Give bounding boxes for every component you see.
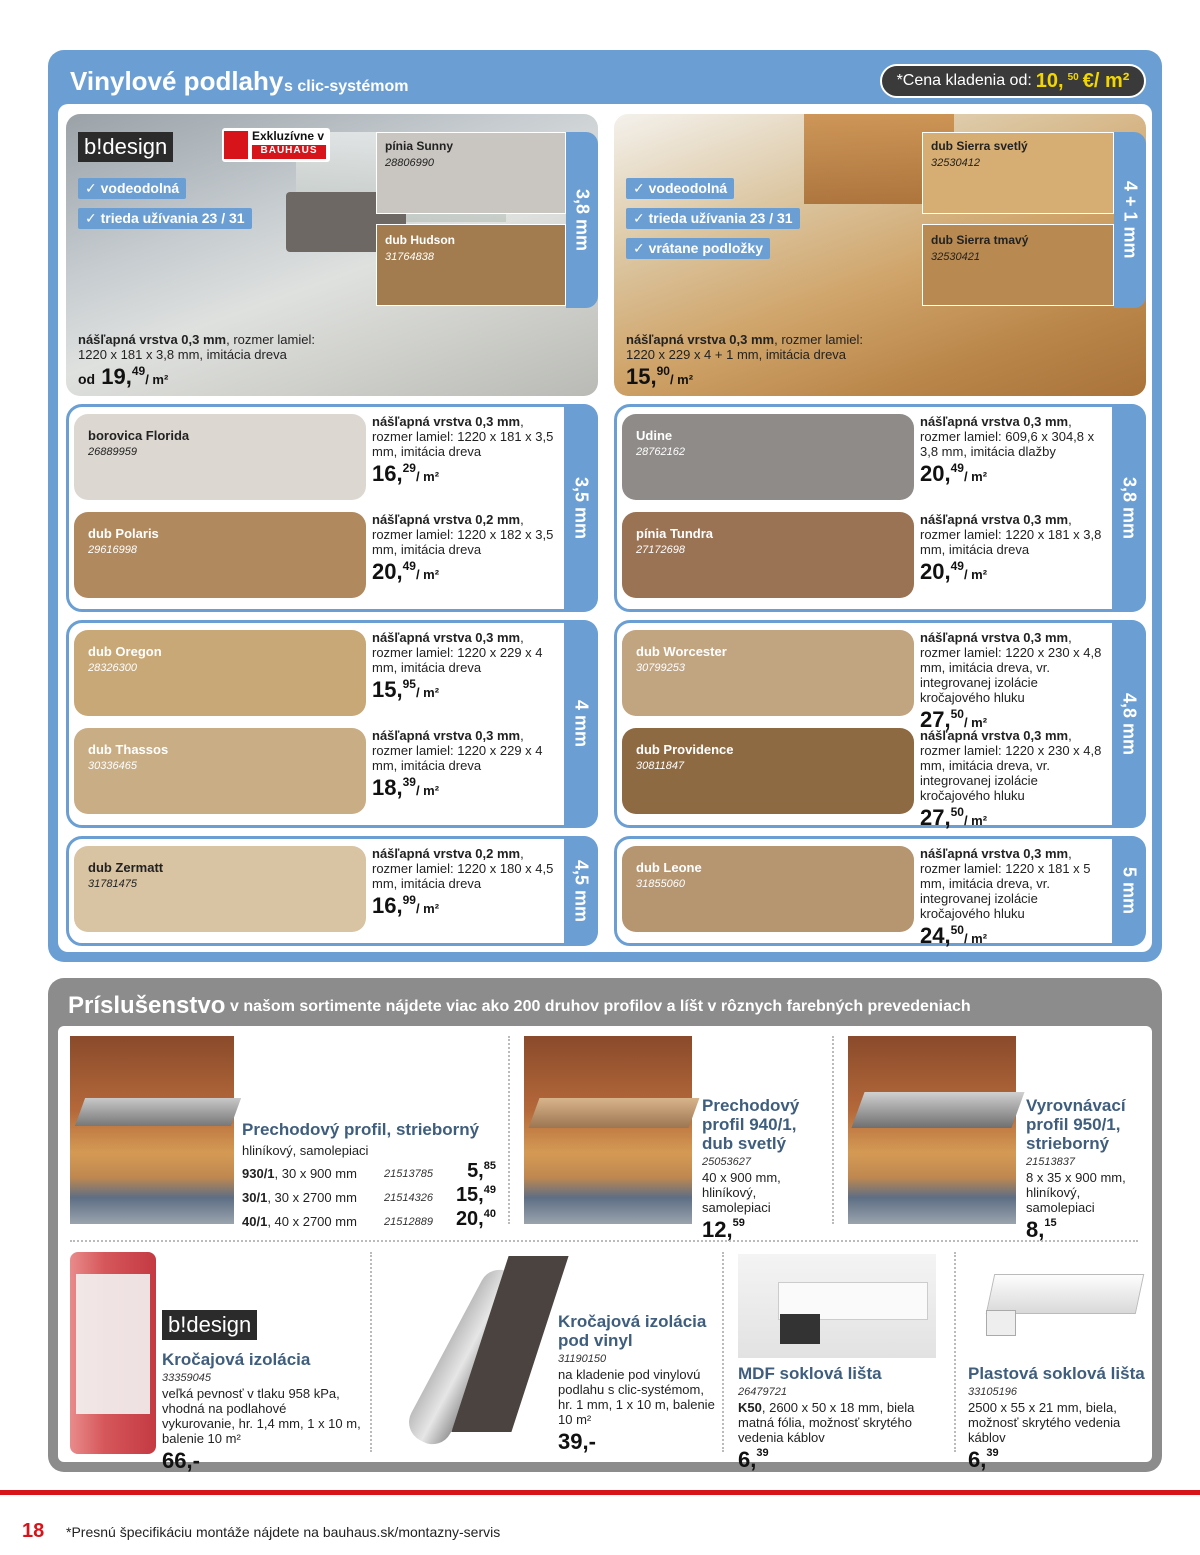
product-spec: [372, 630, 562, 675]
skirting-mdf-info: [738, 1364, 948, 1473]
price-dec: 15: [1044, 1217, 1057, 1229]
skirting-mdf-image: [738, 1254, 936, 1358]
product-price: [372, 461, 562, 487]
price-dec: 50: [950, 707, 964, 721]
check-underlay: ✓ vrátane podložky: [626, 238, 770, 259]
swatch-name: dub Polaris: [88, 526, 159, 541]
bauhaus-house-icon: [224, 131, 248, 159]
size-text: , 30 x 900 mm: [274, 1166, 357, 1181]
product-price: [920, 923, 1110, 949]
skirting-plastic-image: [968, 1260, 1144, 1350]
product-price: 39,-: [558, 1429, 596, 1454]
packaging-label: [76, 1274, 150, 1414]
spec-bold: nášľapná vrstva 0,3 mm: [920, 846, 1069, 861]
spec-bold: nášľapná vrstva 0,2 mm: [372, 846, 521, 861]
price-dec: 85: [483, 1160, 496, 1172]
footer-note: *Presnú špecifikáciu montáže nájdete na bauhaus.sk/montazny-servis: [66, 1524, 501, 1540]
page-number: 18: [22, 1520, 45, 1542]
price-int: 27,: [920, 805, 951, 830]
swatch-code: 29616998: [88, 544, 137, 556]
divider: [954, 1252, 956, 1452]
spec-bold: nášľapná vrstva 0,2 mm: [372, 512, 521, 527]
row-size: [242, 1166, 392, 1181]
spec-bold: nášľapná vrstva 0,3 mm: [372, 728, 521, 743]
swatch-name: pínia Sunny: [385, 139, 454, 153]
swatch-name: dub Leone: [636, 860, 702, 875]
underlay-roll-image: [70, 1252, 156, 1454]
price-int: 20,: [372, 559, 403, 584]
spec-bold: nášľapná vrstva 0,3 mm: [920, 630, 1069, 645]
swatch-code: 32530412: [931, 157, 980, 169]
price-dec: 40: [483, 1208, 496, 1220]
price-int: 5,: [467, 1160, 484, 1182]
product-name: Prechodový profil 940/1, dub svetlý: [702, 1096, 800, 1153]
spec-bold: nášľapná vrstva 0,3 mm: [78, 332, 227, 347]
product-price: 66,-: [162, 1448, 200, 1473]
profile-level-info: [1026, 1096, 1150, 1243]
check-waterproof: ✓ vodeodolná: [626, 178, 734, 199]
exclusive-text: Exkluzívne v: [252, 129, 325, 143]
swatch-code: 31781475: [88, 878, 137, 890]
spec-text: , rozmer lamiel: 1220 x 229 x 4 mm, imitácia dreva: [372, 630, 543, 675]
product-name: Plastová soklová lišta: [968, 1364, 1145, 1383]
product-info: [372, 728, 562, 801]
price-unit: / m²: [669, 372, 694, 387]
price-dec: 49: [402, 559, 416, 573]
thickness-band: 4,8 mm: [1112, 620, 1146, 828]
product-spec: [920, 414, 1110, 459]
product-info: [920, 414, 1110, 487]
size-text: , 40 x 2700 mm: [267, 1214, 357, 1229]
price-int: 15,: [626, 364, 657, 389]
thickness-band: 4 + 1 mm: [1114, 132, 1146, 308]
profile-oak-info: [702, 1096, 826, 1243]
product-info: [372, 414, 562, 487]
price-int: 20,: [920, 559, 951, 584]
product-spec: [372, 414, 562, 459]
product-info: [920, 728, 1110, 831]
laying-price-badge: [880, 64, 1146, 98]
underlay-bdesign-info: [162, 1350, 362, 1474]
product-info: [920, 630, 1110, 733]
accessories-subtitle: v našom sortimente nájdete viac ako 200 druhov profilov a líšt v rôznych farebných prevedeniach: [230, 998, 971, 1015]
spec-text: , rozmer lamiel: 609,6 x 304,8 x 3,8 mm, imitácia dlažby: [920, 414, 1095, 459]
product-code: 25053627: [702, 1156, 751, 1168]
clip-shape: [780, 1314, 820, 1344]
spec-bold: nášľapná vrstva 0,3 mm: [372, 630, 521, 645]
vinyl-title: Vinylové podlahy: [70, 66, 284, 96]
price-int: 12,: [702, 1217, 733, 1242]
product-price: [920, 805, 1110, 831]
profile-silver-info: [242, 1120, 498, 1158]
spec-bold: nášľapná vrstva 0,3 mm: [372, 414, 521, 429]
price-dec: 90: [656, 364, 670, 378]
price-unit: / m²: [963, 931, 988, 946]
profile-shape: [75, 1098, 241, 1126]
price-unit: / m²: [145, 372, 169, 387]
laying-price-dec: 50: [1067, 72, 1079, 83]
product-spec: [372, 728, 562, 773]
price-dec: 50: [950, 805, 964, 819]
price-dec: 49: [483, 1184, 496, 1196]
laying-price-unit: €/ m²: [1082, 69, 1130, 92]
divider: [722, 1252, 724, 1452]
left-hero-spec: [78, 332, 378, 390]
product-price: [372, 559, 562, 585]
size-bold: 40/1: [242, 1214, 268, 1229]
skirting-shape: [986, 1274, 1145, 1314]
check-use-class: ✓ trieda užívania 23 / 31: [78, 208, 252, 229]
laying-price-label: *Cena kladenia od:: [896, 72, 1032, 89]
swatch-code: 30799253: [636, 662, 685, 674]
spec-rest: , rozmer lamiel:: [774, 332, 863, 347]
product-code: 33105196: [968, 1386, 1017, 1398]
price-int: 18,: [372, 775, 403, 800]
divider: [70, 1240, 1138, 1242]
product-price: [372, 893, 562, 919]
spec-text: , rozmer lamiel: 1220 x 180 x 4,5 mm, imitácia dreva: [372, 846, 554, 891]
spec-text: , rozmer lamiel: 1220 x 181 x 3,5 mm, imitácia dreva: [372, 414, 554, 459]
product-desc: 40 x 900 mm, hliníkový, samolepiaci: [702, 1170, 781, 1215]
bauhaus-exclusive-badge: [222, 128, 330, 162]
swatch-name: dub Sierra svetlý: [931, 139, 1028, 153]
product-name: MDF soklová lišta: [738, 1364, 882, 1383]
swatch-name: dub Zermatt: [88, 860, 164, 875]
product-info: [920, 512, 1110, 585]
price-dec: 49: [950, 461, 964, 475]
product-spec: [920, 728, 1110, 803]
profile-silver-image: [70, 1036, 234, 1224]
row-price: [440, 1160, 496, 1183]
spec-rest: , rozmer lamiel:: [226, 332, 315, 347]
spec-text: , rozmer lamiel: 1220 x 182 x 3,5 mm, imitácia dreva: [372, 512, 554, 557]
price-dec: 95: [402, 677, 416, 691]
vinyl-subtitle: s clic-systémom: [284, 78, 409, 95]
price-unit: / m²: [963, 469, 988, 484]
price-int: 20,: [455, 1208, 484, 1230]
price-dec: 49: [131, 364, 146, 378]
price-dec: 99: [402, 893, 416, 907]
swatch-code: 30811847: [636, 760, 685, 772]
price-unit: / m²: [415, 567, 440, 582]
swatch-name: dub Oregon: [88, 644, 162, 659]
price-int: 16,: [372, 461, 403, 486]
product-desc: hliníkový, samolepiaci: [242, 1143, 369, 1158]
price-dec: 59: [732, 1217, 745, 1229]
thickness-band: 3,5 mm: [564, 404, 598, 612]
price-prefix: od: [78, 371, 96, 387]
footer-rule: [0, 1490, 1200, 1495]
row-code: 21513785: [384, 1168, 433, 1180]
price-unit: / m²: [415, 685, 440, 700]
right-hero-spec: [626, 332, 946, 390]
underlay-vinyl-info: [558, 1312, 718, 1455]
swatch-code: 28762162: [636, 446, 685, 458]
price-int: 20,: [920, 461, 951, 486]
swatch-pinia-sunny: [376, 132, 566, 214]
divider: [370, 1252, 372, 1452]
swatch-code: 32530421: [931, 251, 980, 263]
product-info: [372, 512, 562, 585]
divider: [508, 1036, 510, 1224]
price-int: 6,: [968, 1447, 987, 1472]
product-code: 31190150: [558, 1353, 607, 1365]
swatch-dub-hudson: [376, 224, 566, 306]
swatch-code: 31855060: [636, 878, 685, 890]
spec-bold: nášľapná vrstva 0,3 mm: [920, 414, 1069, 429]
row-price: [440, 1208, 496, 1231]
spec-bold: nášľapná vrstva 0,3 mm: [920, 512, 1069, 527]
product-code: 21513837: [1026, 1156, 1075, 1168]
row-price: [440, 1184, 496, 1207]
swatch-dub-sierra-dark: [922, 224, 1114, 306]
swatch-code: 26889959: [88, 446, 137, 458]
product-desc: , 2600 x 50 x 18 mm, biela matná fólia, možnosť skrytého vedenia káblov: [738, 1400, 915, 1445]
product-spec: [920, 846, 1110, 921]
swatch-name: dub Thassos: [88, 742, 169, 757]
swatch-name: pínia Tundra: [636, 526, 714, 541]
product-info: [920, 846, 1110, 949]
desc-bold: K50: [738, 1400, 762, 1415]
swatch-name: borovica Florida: [88, 428, 190, 443]
swatch-code: 27172698: [636, 544, 685, 556]
product-price: [372, 775, 562, 801]
size-bold: 930/1: [242, 1166, 275, 1181]
divider: [832, 1036, 834, 1224]
swatch-code: 30336465: [88, 760, 137, 772]
price-dec: 29: [402, 461, 416, 475]
thickness-band: 3,8 mm: [1112, 404, 1146, 612]
swatch-code: 31764838: [385, 251, 434, 263]
product-spec: [372, 512, 562, 557]
size-text: , 30 x 2700 mm: [267, 1190, 357, 1205]
spec-text: , rozmer lamiel: 1220 x 230 x 4,8 mm, imitácia dreva, vr. integrovanej izolácie kročajového hluku: [920, 728, 1102, 803]
price-unit: / m²: [963, 813, 988, 828]
product-name: Prechodový profil, strieborný: [242, 1120, 480, 1139]
product-price: [920, 559, 1110, 585]
price-int: 24,: [920, 923, 951, 948]
thickness-band: 3,8 mm: [566, 132, 598, 308]
bdesign-logo: b!design: [162, 1310, 257, 1340]
price-unit: / m²: [415, 469, 440, 484]
thickness-band: 4,5 mm: [564, 836, 598, 946]
thickness-band: 5 mm: [1112, 836, 1146, 946]
laying-price-int: 10,: [1035, 69, 1064, 92]
row-code: 21514326: [384, 1192, 433, 1204]
price-dec: 39: [986, 1447, 999, 1459]
price-unit: / m²: [415, 901, 440, 916]
swatch-name: dub Providence: [636, 742, 734, 757]
product-code: 33359045: [162, 1372, 211, 1384]
price-dec: 49: [950, 559, 964, 573]
product-name: Kročajová izolácia pod vinyl: [558, 1312, 707, 1350]
spec-text: , rozmer lamiel: 1220 x 181 x 3,8 mm, imitácia dreva: [920, 512, 1102, 557]
spec-line2: 1220 x 181 x 3,8 mm, imitácia dreva: [78, 347, 287, 362]
bauhaus-text: BAUHAUS: [252, 145, 326, 159]
spec-line2: 1220 x 229 x 4 + 1 mm, imitácia dreva: [626, 347, 847, 362]
profile-shape: [529, 1098, 700, 1128]
product-desc: 2500 x 55 x 21 mm, biela, možnosť skrytého vedenia káblov: [968, 1400, 1121, 1445]
price-int: 19,: [101, 364, 132, 389]
price-dec: 50: [950, 923, 964, 937]
product-desc: na kladenie pod vinylovú podlahu s clic-systémom, hr. 1 mm, 1 x 10 m, balenie 10 m²: [558, 1367, 715, 1427]
swatch-name: dub Worcester: [636, 644, 727, 659]
swatch-code: 28806990: [385, 157, 434, 169]
product-spec: [920, 512, 1110, 557]
skirting-plastic-info: [968, 1364, 1148, 1473]
profile-level-image: [848, 1036, 1016, 1224]
thickness-band: 4 mm: [564, 620, 598, 828]
price-dec: 39: [402, 775, 416, 789]
product-info: [372, 630, 562, 703]
price-unit: / m²: [963, 715, 988, 730]
product-name: Kročajová izolácia: [162, 1350, 311, 1369]
swatch-dub-sierra-light: [922, 132, 1114, 214]
price-int: 27,: [920, 707, 951, 732]
size-bold: 30/1: [242, 1190, 268, 1205]
product-name: Vyrovnávací profil 950/1, strieborný: [1026, 1096, 1126, 1153]
price-int: 15,: [455, 1184, 484, 1206]
check-waterproof: ✓ vodeodolná: [78, 178, 186, 199]
price-int: 16,: [372, 893, 403, 918]
spec-text: , rozmer lamiel: 1220 x 181 x 5 mm, imitácia dreva, vr. integrovanej izolácie kročajového hluku: [920, 846, 1091, 921]
price-int: 6,: [738, 1447, 757, 1472]
profile-oak-image: [524, 1036, 692, 1224]
swatch-code: 28326300: [88, 662, 137, 674]
profile-shape: [851, 1092, 1024, 1128]
price-int: 15,: [372, 677, 403, 702]
price-unit: / m²: [963, 567, 988, 582]
row-size: [242, 1190, 392, 1205]
product-price: [920, 461, 1110, 487]
product-code: 26479721: [738, 1386, 787, 1398]
spec-text: , rozmer lamiel: 1220 x 230 x 4,8 mm, imitácia dreva, vr. integrovanej izolácie kročajového hluku: [920, 630, 1102, 705]
price-int: 8,: [1026, 1217, 1045, 1242]
row-size: [242, 1214, 392, 1229]
row-code: 21512889: [384, 1216, 433, 1228]
spec-bold: nášľapná vrstva 0,3 mm: [626, 332, 775, 347]
product-desc: 8 x 35 x 900 mm, hliníkový, samolepiaci: [1026, 1170, 1126, 1215]
swatch-name: dub Hudson: [385, 233, 455, 247]
product-spec: [372, 846, 562, 891]
bdesign-logo: b!design: [78, 132, 173, 162]
spec-bold: nášľapná vrstva 0,3 mm: [920, 728, 1069, 743]
spec-text: , rozmer lamiel: 1220 x 229 x 4 mm, imitácia dreva: [372, 728, 543, 773]
swatch-name: dub Sierra tmavý: [931, 233, 1029, 247]
accessories-title: Príslušenstvo: [68, 992, 226, 1019]
product-spec: [920, 630, 1110, 705]
check-use-class: ✓ trieda užívania 23 / 31: [626, 208, 800, 229]
underlay-vinyl-image: [384, 1252, 550, 1452]
swatch-name: Udine: [636, 428, 673, 443]
profile-end-shape: [986, 1310, 1016, 1336]
product-desc: veľká pevnosť v tlaku 958 kPa, vhodná na podlahové vykurovanie, hr. 1,4 mm, 1 x 10 m, balenie 10 m²: [162, 1386, 361, 1446]
product-info: [372, 846, 562, 919]
price-dec: 39: [756, 1447, 769, 1459]
price-unit: / m²: [415, 783, 440, 798]
product-price: [372, 677, 562, 703]
